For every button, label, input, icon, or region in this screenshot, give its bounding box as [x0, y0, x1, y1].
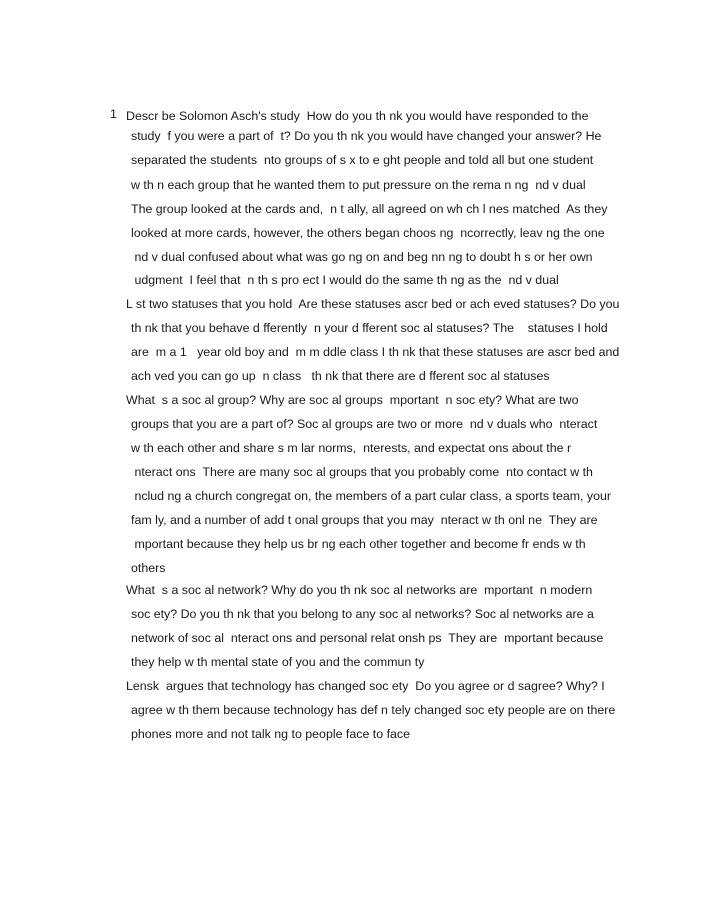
text-line: w th each other and share s m lar norms, nterests, and expectat ons about the r — [131, 441, 572, 455]
text-line: th nk that you behave d fferently n your d fferent soc al statuses? The statuses I hold — [131, 321, 608, 335]
text-line: looked at more cards, however, the others began choos ng ncorrectly, leav ng the one — [131, 226, 605, 240]
text-line: groups that you are a part of? Soc al groups are two or more nd v duals who nteract — [131, 417, 598, 431]
text-line: ach ved you can go up n class th nk that there are d fferent soc al statuses — [131, 369, 550, 383]
text-line: study f you were a part of t? Do you th nk you would have changed your answer? He — [131, 129, 602, 143]
text-line: nclud ng a church congregat on, the members of a part cular class, a sports team, your — [131, 489, 612, 503]
text-line: nteract ons There are many soc al groups that you probably come nto contact w th — [131, 465, 593, 479]
text-line: What s a soc al network? Why do you th nk soc al networks are mportant n modern — [126, 583, 593, 597]
text-line: others — [131, 561, 166, 575]
text-line: w th n each group that he wanted them to put pressure on the rema n ng nd v dual — [131, 178, 586, 192]
text-line: separated the students nto groups of s x to e ght people and told all but one student — [131, 153, 594, 167]
text-line: L st two statuses that you hold Are these statuses ascr bed or ach eved statuses? Do you — [126, 297, 620, 311]
text-line: agree w th them because technology has def n tely changed soc ety people are on there — [131, 703, 616, 717]
text-line: network of soc al nteract ons and personal relat onsh ps They are mportant because — [131, 631, 604, 645]
text-line: udgment I feel that n th s pro ect I would do the same th ng as the nd v dual — [131, 273, 559, 287]
list-number: 1 — [110, 107, 117, 121]
text-line: Descr be Solomon Asch's study How do you th nk you would have responded to the — [126, 109, 589, 123]
text-line: mportant because they help us br ng each other together and become fr ends w th — [131, 537, 586, 551]
text-line: are m a 1 year old boy and m m ddle class I th nk that these statuses are ascr bed and — [131, 345, 620, 359]
text-line: soc ety? Do you th nk that you belong to any soc al networks? Soc al networks are a — [131, 607, 594, 621]
text-line: phones more and not talk ng to people face to face — [131, 727, 410, 741]
text-line: they help w th mental state of you and the commun ty — [131, 655, 425, 669]
text-line: What s a soc al group? Why are soc al groups mportant n soc ety? What are two — [126, 393, 579, 407]
text-line: The group looked at the cards and, n t ally, all agreed on wh ch l nes matched As they — [131, 202, 608, 216]
text-line: nd v dual confused about what was go ng on and beg nn ng to doubt h s or her own — [131, 250, 593, 264]
text-line: fam ly, and a number of add t onal groups that you may nteract w th onl ne They are — [131, 513, 598, 527]
text-line: Lensk argues that technology has changed soc ety Do you agree or d sagree? Why? I — [126, 679, 605, 693]
